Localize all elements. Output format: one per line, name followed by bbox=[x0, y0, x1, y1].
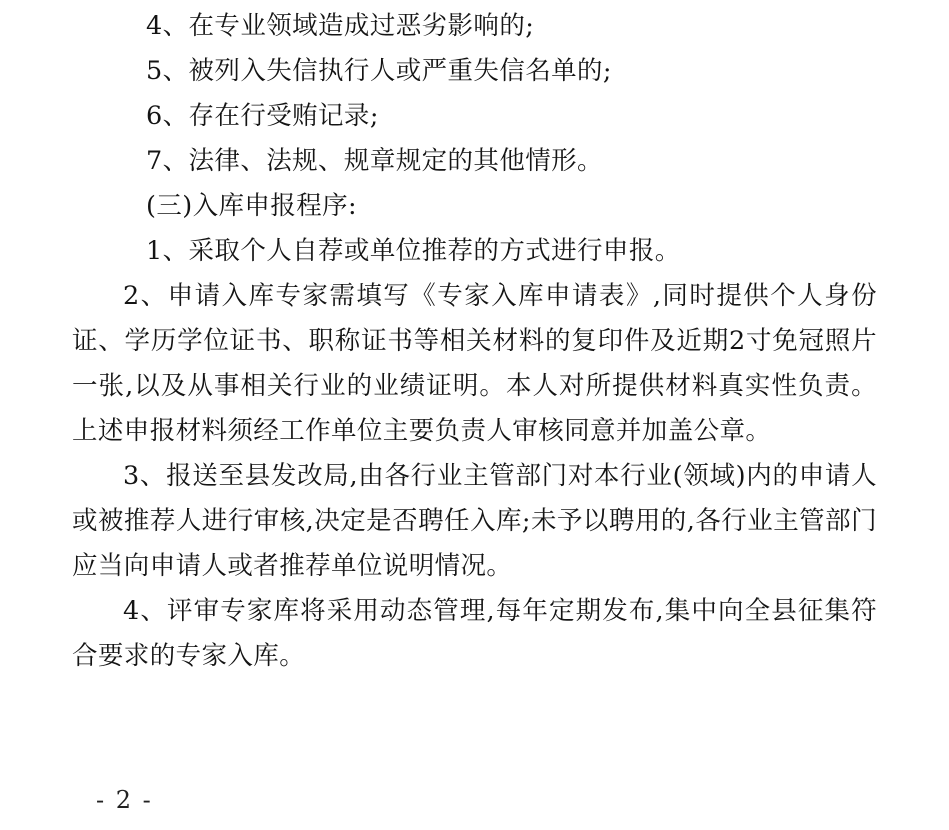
page-footer bbox=[0, 786, 949, 814]
document-body bbox=[72, 0, 877, 679]
list-item: 3、报送至县发改局,由各行业主管部门对本行业(领域)内的申请人或被推荐人进行审核,决定是否聘任入库;未予以聘用的,各行业主管部门应当向申请人或者推荐单位说明情况。 bbox=[72, 461, 877, 581]
list-item: 1、采取个人自荐或单位推荐的方式进行申报。 bbox=[146, 236, 681, 266]
list-item: 5、被列入失信执行人或严重失信名单的; bbox=[146, 56, 612, 86]
list-item: 6、存在行受贿记录; bbox=[146, 101, 379, 131]
list-item: 7、法律、法规、规章规定的其他情形。 bbox=[146, 146, 603, 176]
list-item: 4、评审专家库将采用动态管理,每年定期发布,集中向全县征集符合要求的专家入库。 bbox=[72, 596, 877, 671]
section-heading: (三)入库申报程序: bbox=[146, 191, 357, 221]
list-item: 2、申请入库专家需填写《专家入库申请表》,同时提供个人身份证、学历学位证书、职称证书等相关材料的复印件及近期2寸免冠照片一张,以及从事相关行业的业绩证明。本人对所提供材料真实性负责。上述申报材料须经工作单位主要负责人审核同意并加盖公章。 bbox=[72, 281, 877, 446]
list-item: 4、在专业领域造成过恶劣影响的; bbox=[146, 11, 535, 41]
page-number: - 2 - bbox=[96, 786, 153, 814]
